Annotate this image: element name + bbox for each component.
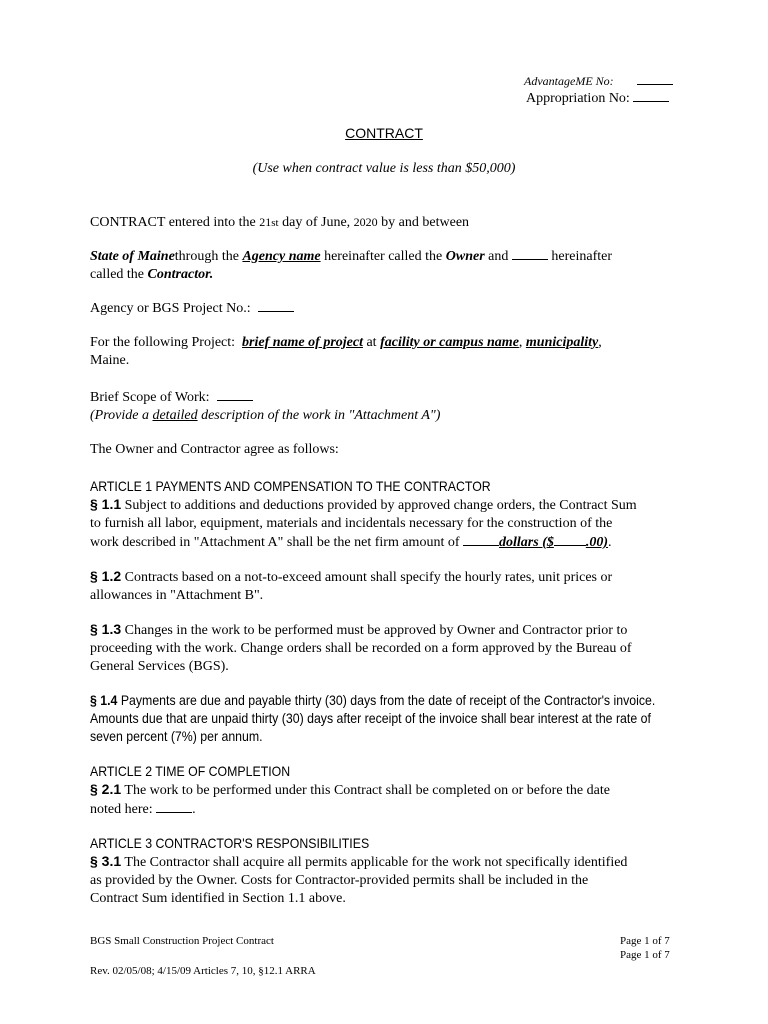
parties-paragraph: State of Mainethrough the Agency name hereinafter called the Owner and hereinafter called the Contractor.: [90, 249, 612, 282]
footer-doc-title: BGS Small Construction Project Contract: [90, 935, 274, 947]
project-number-blank: [258, 299, 294, 312]
advantage-blank: [637, 72, 673, 85]
municipality-field: municipality: [525, 335, 599, 350]
agency-name-field: Agency name: [242, 249, 321, 264]
scope-paragraph: Brief Scope of Work: (Provide a detailed description of the work in "Attachment A"): [90, 390, 441, 423]
article-2-heading: ARTICLE 2 TIME OF COMPLETION: [90, 763, 291, 779]
footer-page-number: Page 1 of 7: [620, 935, 670, 947]
section-3-1: § 3.1 The Contractor shall acquire all permits applicable for the work not specifically identified as provided by the Owner. Costs for Contractor-provided permits shall be included in the Contract Sum identified in Section 1.1 above.: [90, 853, 628, 906]
section-2-1: § 2.1 The work to be performed under this Contract shall be completed on or before the date noted here: .: [90, 781, 610, 817]
appropriation-number: [526, 89, 669, 108]
advantage-number: [524, 72, 673, 89]
intro-line: CONTRACT entered into the 21st day of June, 2020 by and between: [90, 215, 470, 230]
page-title: CONTRACT: [345, 125, 423, 141]
contractor-blank: [512, 247, 548, 260]
amount-number-blank: [554, 533, 586, 546]
completion-date-blank: [156, 800, 192, 813]
footer-revision: Rev. 02/05/08; 4/15/09 Articles 7, 10, §12.1 ARRA: [90, 965, 316, 977]
scope-blank: [217, 388, 253, 401]
section-1-3: § 1.3 Changes in the work to be performed must be approved by Owner and Contractor prior to proceeding with the work. Change orders shall be recorded on a form approved by the Bureau of General Services (BGS).: [90, 621, 632, 674]
project-name-field: brief name of project: [242, 335, 363, 350]
section-1-1: § 1.1 Subject to additions and deductions provided by approved change orders, the Contract Sum to furnish all labor, equipment, materials and incidentals necessary for the construction of the work described in "Attachment A" shall be the net firm amount of dollars ($ .00).: [90, 496, 637, 550]
article-3-heading: ARTICLE 3 CONTRACTOR'S RESPONSIBILITIES: [90, 835, 370, 851]
section-1-4: § 1.4 Payments are due and payable thirty (30) days from the date of receipt of the Contractor's invoice. Amounts due that are unpaid thirty (30) days after receipt of the invoice shall bear interest at the rate of seven percent (7%) per annum.: [90, 692, 656, 744]
project-number-line: Agency or BGS Project No.:: [90, 299, 690, 318]
appropriation-blank: [633, 89, 669, 102]
appropriation-label: Appropriation No:: [526, 91, 630, 106]
facility-field: facility or campus name: [380, 335, 519, 350]
article-1-heading: ARTICLE 1 PAYMENTS AND COMPENSATION TO THE CONTRACTOR: [90, 478, 491, 494]
advantage-label: AdvantageME No:: [524, 74, 614, 88]
project-paragraph: For the following Project: brief name of project at facility or campus name, municipality, Maine.: [90, 335, 602, 368]
agreement-statement: The Owner and Contractor agree as follows:: [90, 442, 339, 457]
page-subtitle: (Use when contract value is less than $50,000): [252, 161, 516, 176]
amount-words-blank: [463, 533, 499, 546]
party-state: State of Maine: [90, 249, 175, 264]
section-1-2: § 1.2 Contracts based on a not-to-exceed amount shall specify the hourly rates, unit prices or allowances in "Attachment B".: [90, 568, 613, 603]
footer-page-number-repeat: Page 1 of 7: [620, 949, 670, 961]
